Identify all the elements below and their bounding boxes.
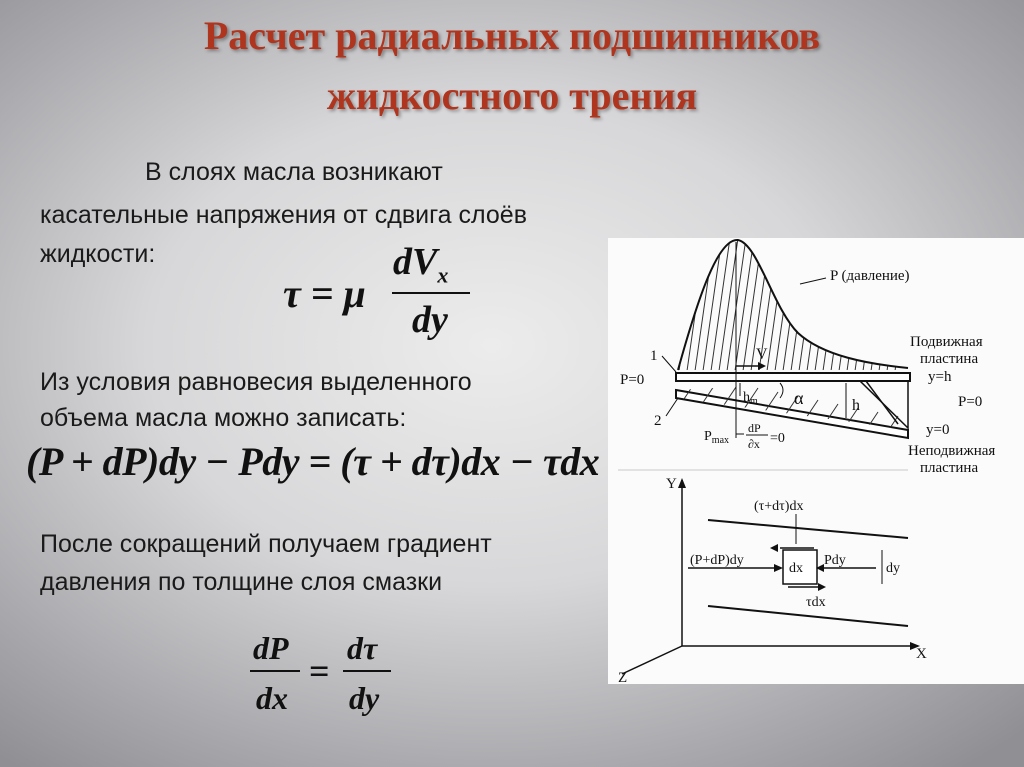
label-moving-1: Подвижная xyxy=(910,334,983,350)
formula3-equals: = xyxy=(309,651,330,691)
label-h: h xyxy=(852,397,860,414)
label-moving-2: пластина xyxy=(920,351,979,367)
label-pmax: $P_{max}$ xyxy=(704,429,730,446)
diagram-svg xyxy=(608,238,1024,684)
top-force-arrowhead xyxy=(770,544,778,552)
label-v: V xyxy=(756,346,768,363)
label-hm: $h_m$ xyxy=(743,390,758,407)
velocity-arrowhead xyxy=(758,362,766,370)
label-p0-right: P=0 xyxy=(958,394,983,410)
label-el-top: (τ+dτ)dx xyxy=(754,499,804,514)
bottom-force-arrowhead xyxy=(818,583,826,591)
label-el-bottom: τdx xyxy=(806,595,826,610)
formula1-numerator: $dV_x$ xyxy=(393,241,449,288)
para3-line1: После сокращений получаем градиент xyxy=(40,530,492,558)
label-2-leader xyxy=(666,398,678,416)
alpha-arc xyxy=(780,383,783,398)
velocity-diagonal xyxy=(866,381,898,424)
para2-line2: объема масла можно записать: xyxy=(40,404,407,432)
label-el-left: (P+dP)dy xyxy=(690,553,744,568)
bearing-diagram xyxy=(608,238,1024,684)
formula-equilibrium: (P + dP)dy − Pdy = (τ + dτ)dx − τdx xyxy=(26,439,600,484)
axis-z-line xyxy=(622,646,682,674)
formula3-bar2 xyxy=(343,670,391,672)
label-axis-x: X xyxy=(916,646,927,662)
para3-line2: давления по толщине слоя смазки xyxy=(40,568,443,596)
formula3-num2: dτ xyxy=(347,630,378,666)
left-force-arrowhead xyxy=(774,564,783,572)
label-yh: y=h xyxy=(928,369,952,385)
formula3-den2: dy xyxy=(349,680,380,716)
label-axis-z: Z xyxy=(618,670,628,684)
formula1-lhs: τ = μ xyxy=(283,271,366,316)
label-1-leader xyxy=(662,356,676,372)
axis-y-arrow xyxy=(678,478,686,488)
label-el-dy: dy xyxy=(886,561,900,576)
formula3-num1: dP xyxy=(253,630,289,666)
element-upper-boundary xyxy=(708,520,908,538)
label-axis-y: Y xyxy=(666,476,677,492)
label-el-center: dx xyxy=(789,561,803,576)
para2-line1: Из условия равновесия выделенного xyxy=(40,368,472,396)
label-1: 1 xyxy=(650,348,658,364)
label-el-right: Pdy xyxy=(824,553,846,568)
label-p0-left: P=0 xyxy=(620,372,645,388)
label-cond-eq: =0 xyxy=(770,431,785,446)
moving-plate xyxy=(676,373,910,381)
para1-line1: В слоях масла возникают xyxy=(145,158,443,186)
slide-title-line1: Расчет радиальных подшипников xyxy=(203,13,821,58)
label-y0: y=0 xyxy=(926,422,950,438)
formula1-fraction-bar xyxy=(392,292,470,294)
formula3-bar1 xyxy=(250,670,300,672)
label-cond-den: ∂x xyxy=(748,437,760,451)
para1-line3: жидкости: xyxy=(40,240,156,268)
para1-line2: касательные напряжения от сдвига слоёв xyxy=(40,201,527,229)
slide-title-line2: жидкостного трения xyxy=(326,73,698,118)
label-2: 2 xyxy=(654,413,662,429)
label-cond-num: dP xyxy=(748,421,761,435)
label-fixed-1: Неподвижная xyxy=(908,443,996,459)
label-fixed-2: пластина xyxy=(920,460,979,476)
formula3-den1: dx xyxy=(256,680,288,716)
label-pressure: P (давление) xyxy=(830,268,910,284)
pressure-hatch xyxy=(678,238,914,378)
pressure-leader xyxy=(800,278,826,284)
label-alpha: α xyxy=(794,388,804,408)
formula1-denominator: dy xyxy=(412,299,448,341)
